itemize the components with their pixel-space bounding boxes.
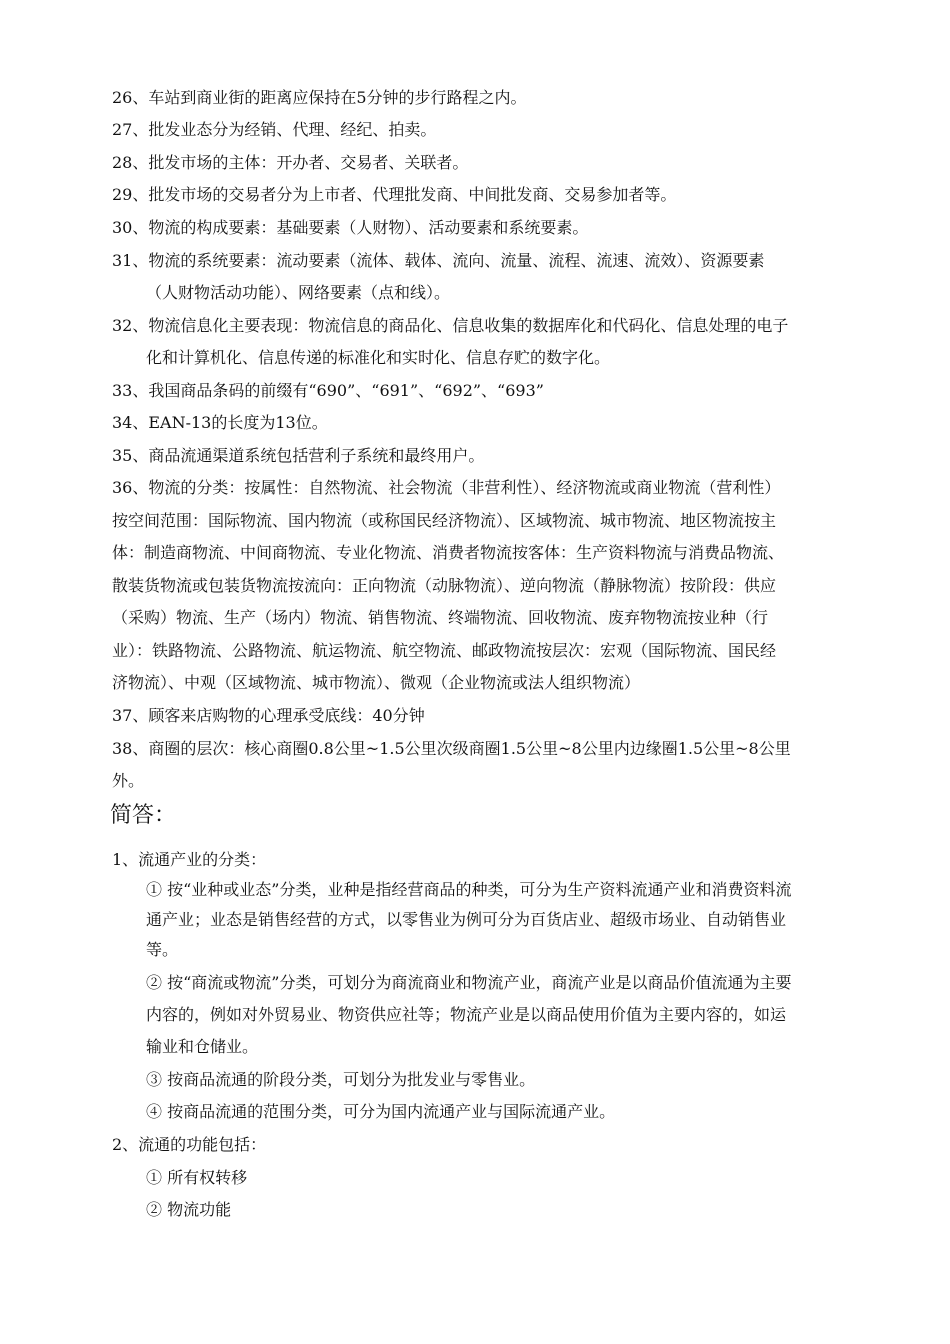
answer-1-point-4: ④ 按商品流通的范围分类，可分为国内流通产业与国际流通产业。 — [146, 1102, 616, 1121]
answer-1-title: 1、流通产业的分类： — [112, 850, 267, 869]
item-28: 28、批发市场的主体：开办者、交易者、关联者。 — [112, 153, 469, 172]
answer-1-point-3: ③ 按商品流通的阶段分类，可划分为批发业与零售业。 — [146, 1070, 536, 1089]
answer-1-point-2-line-2: 内容的，例如对外贸易业、物资供应社等；物流产业是以商品使用价值为主要内容的，如运 — [146, 1005, 787, 1024]
answer-2-title: 2、流通的功能包括： — [112, 1135, 267, 1154]
answer-2-point-2: ② 物流功能 — [146, 1200, 232, 1219]
item-31-continued: （人财物活动功能）、网络要素（点和线）。 — [146, 283, 451, 302]
item-36-line-2: 按空间范围：国际物流、国内物流（或称国民经济物流）、区域物流、城市物流、地区物流按主 — [112, 511, 777, 530]
item-33: 33、我国商品条码的前缀有“690”、“691”、“692”、“693” — [112, 381, 544, 400]
item-36-line-6: 业）：铁路物流、公路物流、航运物流、航空物流、邮政物流按层次：宏观（国际物流、国民经 — [112, 641, 777, 660]
item-36-line-7: 济物流）、中观（区域物流、城市物流）、微观（企业物流或法人组织物流） — [112, 673, 641, 692]
item-26: 26、车站到商业街的距离应保持在5分钟的步行路程之内。 — [112, 88, 527, 107]
item-37: 37、顾客来店购物的心理承受底线：40分钟 — [112, 706, 425, 725]
item-29: 29、批发市场的交易者分为上市者、代理批发商、中间批发商、交易参加者等。 — [112, 185, 677, 204]
answer-1-point-1-line-3: 等。 — [146, 940, 179, 959]
item-36-line-5: （采购）物流、生产（场内）物流、销售物流、终端物流、回收物流、废弃物物流按业种（行 — [112, 608, 769, 627]
answer-1-point-1: ① 按“业种或业态”分类，业种是指经营商品的种类，可分为生产资料流通产业和消费资料流 — [146, 880, 792, 899]
item-32-continued: 化和计算机化、信息传递的标准化和实时化、信息存贮的数字化。 — [146, 348, 611, 367]
item-36: 36、物流的分类：按属性：自然物流、社会物流（非营利性）、经济物流或商业物流（营利性） — [112, 478, 781, 497]
item-38-continued: 外。 — [112, 771, 145, 790]
answer-2-point-1: ① 所有权转移 — [146, 1168, 248, 1187]
answer-1-point-2-line-3: 输业和仓储业。 — [146, 1037, 259, 1056]
item-36-line-3: 体：制造商物流、中间商物流、专业化物流、消费者物流按客体：生产资料物流与消费品物流、 — [112, 543, 785, 562]
item-36-line-4: 散装货物流或包装货物流按流向：正向物流（动脉物流）、逆向物流（静脉物流）按阶段：供应 — [112, 576, 777, 595]
section-title: 简答： — [110, 803, 177, 828]
answer-1-point-2: ② 按“商流或物流”分类，可划分为商流商业和物流产业，商流产业是以商品价值流通为主要 — [146, 973, 792, 992]
item-31: 31、物流的系统要素：流动要素（流体、载体、流向、流量、流程、流速、流效）、资源要素 — [112, 251, 765, 270]
item-38: 38、商圈的层次：核心商圈0.8公里~1.5公里次级商圈1.5公里~8公里内边缘圈1.5公里~8公里 — [112, 739, 791, 758]
answer-1-point-1-line-2: 通产业；业态是销售经营的方式，以零售业为例可分为百货店业、超级市场业、自动销售业 — [146, 910, 787, 929]
item-27: 27、批发业态分为经销、代理、经纪、拍卖。 — [112, 120, 437, 139]
item-30: 30、物流的构成要素：基础要素（人财物）、活动要素和系统要素。 — [112, 218, 589, 237]
item-32: 32、物流信息化主要表现：物流信息的商品化、信息收集的数据库化和代码化、信息处理的电子 — [112, 316, 789, 335]
item-35: 35、商品流通渠道系统包括营利子系统和最终用户。 — [112, 446, 485, 465]
item-34: 34、EAN-13的长度为13位。 — [112, 413, 328, 432]
